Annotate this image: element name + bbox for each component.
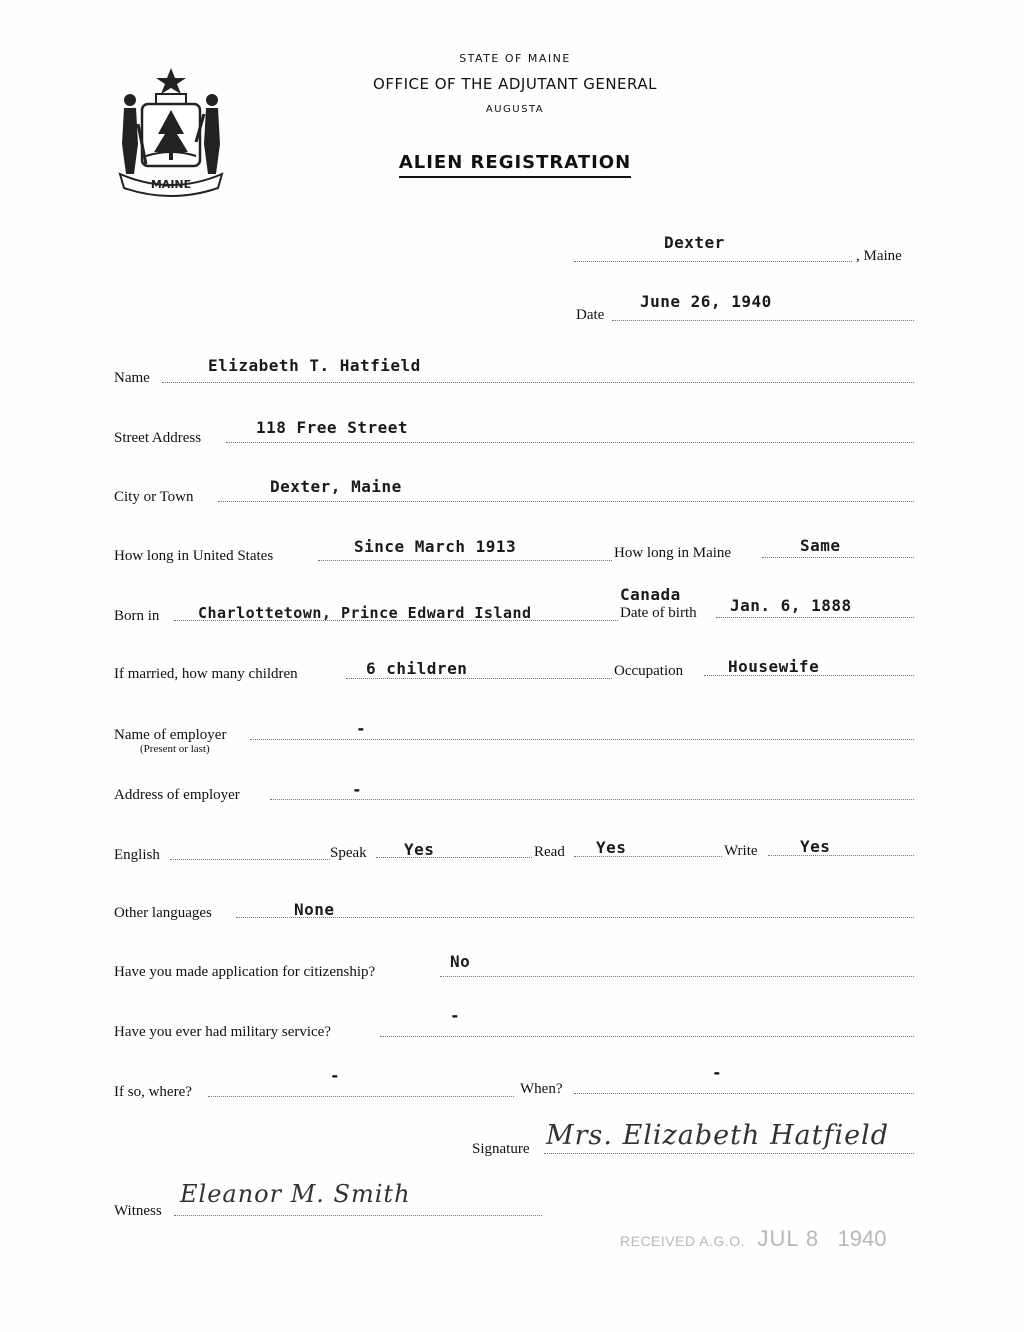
born-value: Charlottetown, Prince Edward Island [198, 604, 532, 622]
employer-address-line [270, 799, 914, 800]
maine-time-line [762, 557, 914, 558]
city-line [218, 501, 914, 502]
street-value: 118 Free Street [256, 418, 408, 437]
occupation-label: Occupation [614, 663, 684, 679]
speak-line [376, 857, 532, 858]
other-languages-line [236, 917, 914, 918]
citizenship-label: Have you made application for citizenship? [114, 964, 376, 980]
location-value: Dexter [664, 233, 725, 252]
employer-address-value: - [352, 780, 362, 799]
english-line [170, 859, 330, 860]
employer-value: - [356, 719, 366, 738]
signature-label: Signature [472, 1141, 530, 1157]
signature-line [544, 1153, 914, 1154]
stamp-month-day: JUL 8 [757, 1226, 820, 1251]
name-value: Elizabeth T. Hatfield [208, 356, 421, 375]
witness-handwriting: Eleanor M. Smith [180, 1180, 411, 1208]
us-time-line [318, 560, 612, 561]
street-label: Street Address [114, 430, 202, 446]
where-label: If so, where? [114, 1084, 192, 1100]
born-label: Born in [114, 608, 160, 624]
city-value: Dexter, Maine [270, 477, 402, 496]
military-label: Have you ever had military service? [114, 1024, 331, 1040]
read-value: Yes [596, 838, 627, 857]
where-value: - [330, 1066, 340, 1085]
name-label: Name [114, 370, 150, 386]
location-line [574, 261, 852, 262]
date-value: June 26, 1940 [640, 292, 772, 311]
witness-line [174, 1215, 542, 1216]
children-line [346, 678, 612, 679]
date-line [612, 320, 914, 321]
stamp-year: 1940 [837, 1226, 887, 1251]
employer-sublabel: (Present or last) [140, 743, 210, 755]
employer-label: Name of employer [114, 727, 227, 743]
citizenship-line [440, 976, 914, 977]
city-label: City or Town [114, 489, 194, 505]
when-value: - [712, 1063, 722, 1082]
city-heading: AUGUSTA [485, 104, 545, 115]
military-value: - [450, 1006, 460, 1025]
speak-value: Yes [404, 840, 435, 859]
seal-banner-text: MAINE [150, 178, 192, 191]
employer-address-label: Address of employer [114, 787, 240, 803]
english-label: English [114, 847, 160, 863]
occupation-value: Housewife [728, 657, 820, 676]
name-line [162, 382, 914, 383]
write-line [768, 855, 914, 856]
us-time-value: Since March 1913 [354, 537, 517, 556]
speak-label: Speak [330, 845, 367, 861]
received-stamp [620, 1226, 887, 1252]
us-time-label: How long in United States [114, 548, 274, 564]
dob-line [716, 617, 914, 618]
stamp-text: RECEIVED A.G.O. [620, 1233, 745, 1249]
other-languages-label: Other languages [114, 905, 212, 921]
date-label: Date [576, 307, 605, 323]
read-label: Read [534, 844, 565, 860]
write-value: Yes [800, 837, 831, 856]
maine-state-seal-icon [112, 64, 230, 198]
write-label: Write [724, 843, 758, 859]
street-line [226, 442, 914, 443]
other-languages-value: None [294, 900, 335, 919]
signature-handwriting: Mrs. Elizabeth Hatfield [546, 1120, 889, 1151]
children-value: 6 children [366, 659, 468, 678]
dob-label: Date of birth [620, 605, 697, 621]
children-label: If married, how many children [114, 666, 298, 682]
citizenship-value: No [450, 952, 471, 971]
born-country-value: Canada [620, 585, 681, 604]
employer-line [250, 739, 914, 740]
office-heading: OFFICE OF THE ADJUTANT GENERAL [373, 75, 657, 93]
maine-time-value: Same [800, 536, 841, 555]
state-heading: STATE OF MAINE [459, 52, 571, 65]
where-line [208, 1096, 514, 1097]
military-line [380, 1036, 914, 1037]
when-line [574, 1093, 914, 1094]
dob-value: Jan. 6, 1888 [730, 596, 852, 615]
form-title: ALIEN REGISTRATION [300, 152, 730, 178]
maine-time-label: How long in Maine [614, 545, 732, 561]
witness-label: Witness [114, 1203, 162, 1219]
location-suffix: , Maine [856, 248, 902, 264]
when-label: When? [520, 1081, 563, 1097]
